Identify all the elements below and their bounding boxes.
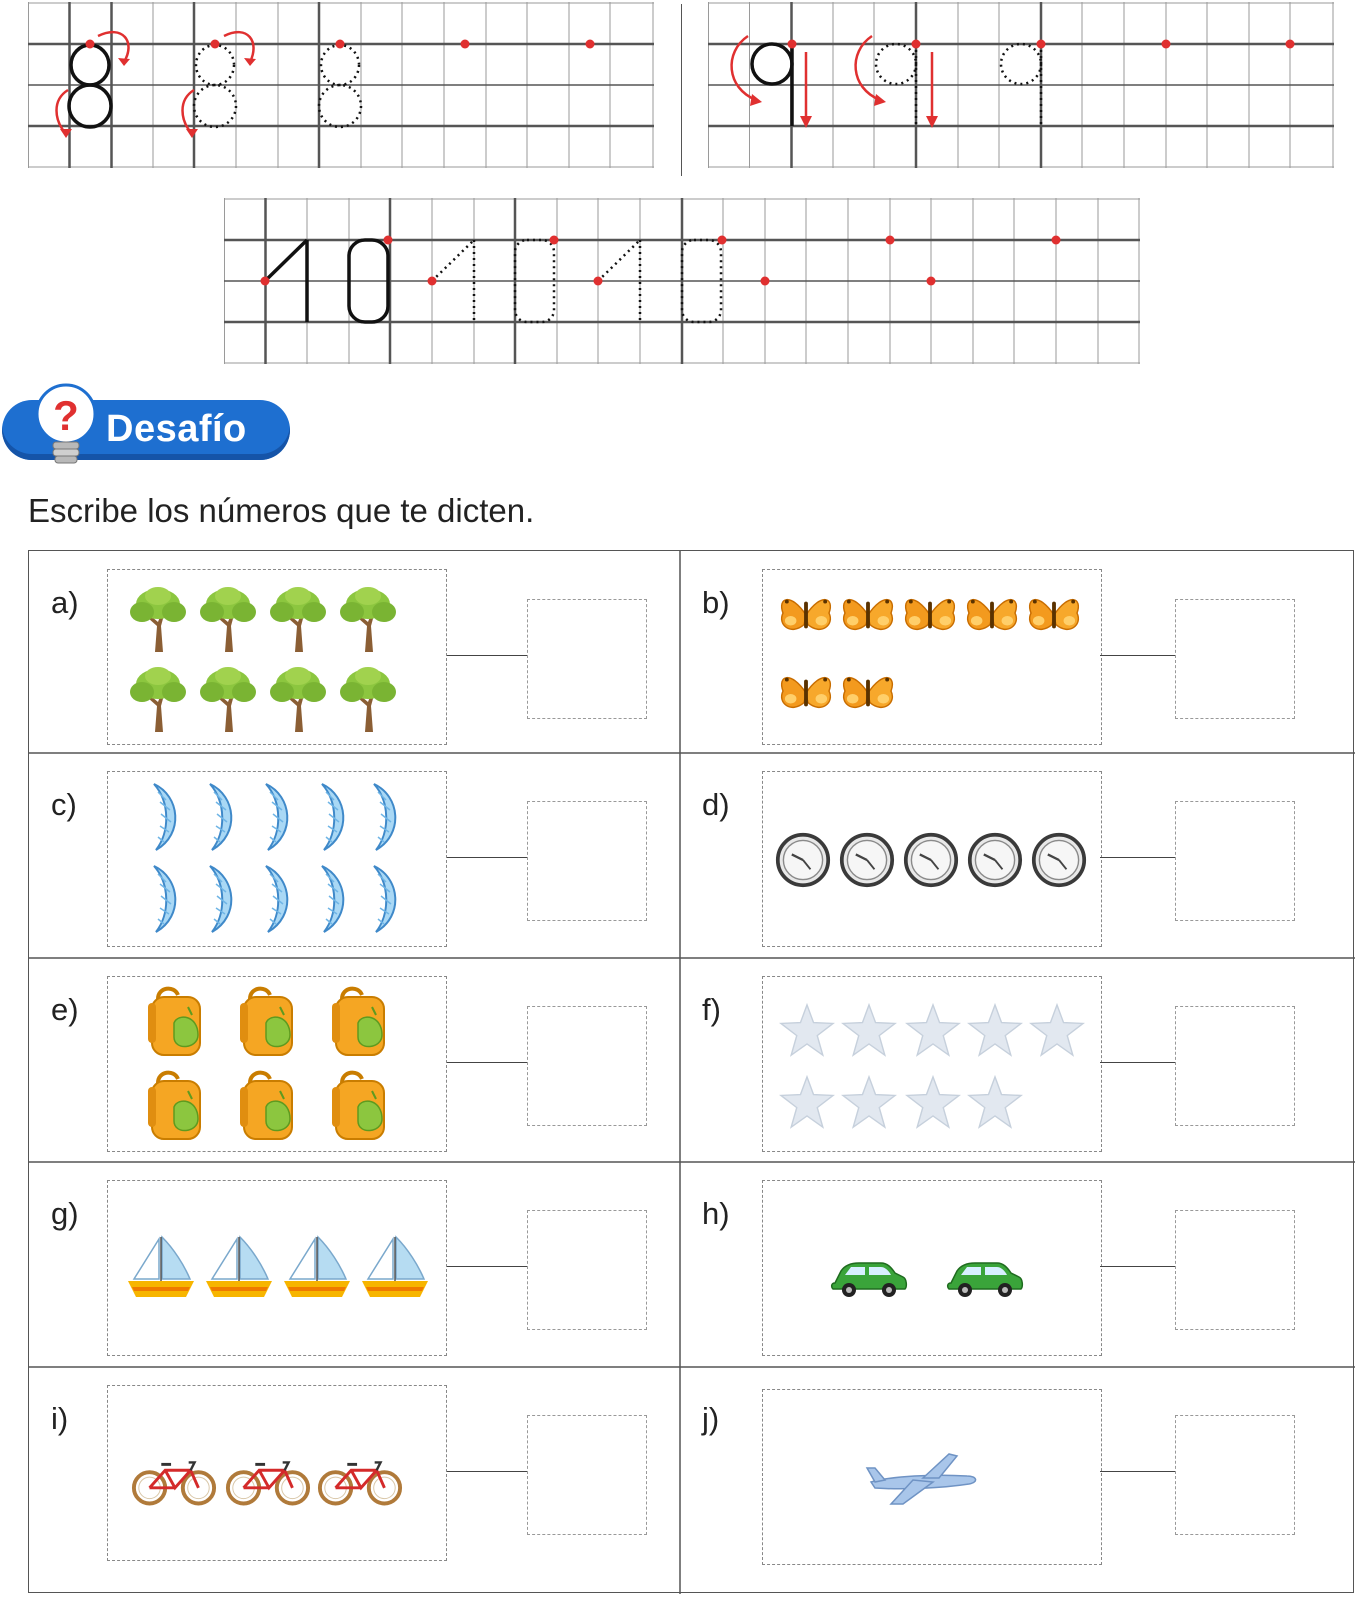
star-icon bbox=[907, 1005, 959, 1055]
connector-line bbox=[447, 1471, 527, 1472]
exercise-j bbox=[680, 1367, 1355, 1594]
answer-box-d[interactable] bbox=[1175, 801, 1295, 921]
clock-icon bbox=[906, 835, 956, 885]
exercise-c bbox=[29, 753, 680, 958]
picture-box bbox=[762, 1389, 1102, 1565]
exercise-b bbox=[680, 551, 1355, 753]
tree-icon bbox=[340, 587, 396, 652]
moon-icon bbox=[374, 784, 395, 850]
star-icon bbox=[969, 1077, 1021, 1127]
clock-icon bbox=[1034, 835, 1084, 885]
clock-icon bbox=[970, 835, 1020, 885]
exercise-label: a) bbox=[51, 585, 79, 620]
connector-line bbox=[447, 655, 527, 656]
exercise-label: i) bbox=[51, 1401, 69, 1436]
connector-line bbox=[447, 1062, 527, 1063]
connector-line bbox=[447, 1266, 527, 1267]
sailboat-icon bbox=[206, 1237, 272, 1297]
star-icon bbox=[781, 1077, 833, 1127]
exercise-label: e) bbox=[51, 992, 79, 1027]
connector-line bbox=[1100, 1266, 1180, 1267]
connector-line bbox=[447, 857, 527, 858]
sailboat-icon bbox=[128, 1237, 194, 1297]
grid-divider bbox=[681, 4, 682, 176]
challenge-badge-label: Desafío bbox=[106, 408, 247, 450]
exercise-h bbox=[680, 1162, 1355, 1367]
tree-icon bbox=[130, 587, 186, 652]
moon-icon bbox=[154, 866, 175, 932]
connector-line bbox=[1100, 1471, 1180, 1472]
butterfly-icon bbox=[1030, 600, 1079, 630]
tracing-grid-ten bbox=[224, 198, 1140, 364]
butterfly-icon bbox=[906, 600, 955, 630]
tree-icon bbox=[340, 667, 396, 732]
picture-box bbox=[107, 1180, 447, 1356]
connector-line bbox=[1100, 655, 1180, 656]
tree-icon bbox=[270, 587, 326, 652]
tracing-grid-eight bbox=[28, 2, 654, 168]
answer-box-h[interactable] bbox=[1175, 1210, 1295, 1330]
connector-line bbox=[1100, 1062, 1180, 1063]
exercise-f bbox=[680, 958, 1355, 1162]
picture-box bbox=[107, 1385, 447, 1561]
picture-box bbox=[107, 569, 447, 745]
exercise-label: j) bbox=[702, 1401, 720, 1436]
exercise-label: c) bbox=[51, 787, 77, 822]
tracing-grid-nine bbox=[708, 2, 1334, 168]
tree-icon bbox=[200, 587, 256, 652]
star-icon bbox=[907, 1077, 959, 1127]
answer-box-i[interactable] bbox=[527, 1415, 647, 1535]
lightbulb-question-icon bbox=[32, 382, 104, 468]
butterfly-icon bbox=[968, 600, 1017, 630]
answer-box-f[interactable] bbox=[1175, 1006, 1295, 1126]
exercise-g bbox=[29, 1162, 680, 1367]
exercise-label: g) bbox=[51, 1196, 79, 1231]
sailboat-icon bbox=[284, 1237, 350, 1297]
sailboat-icon bbox=[362, 1237, 428, 1297]
backpack-icon bbox=[240, 989, 292, 1055]
backpack-icon bbox=[148, 989, 200, 1055]
tree-icon bbox=[200, 667, 256, 732]
picture-box bbox=[762, 1180, 1102, 1356]
clock-icon bbox=[778, 835, 828, 885]
moon-icon bbox=[210, 784, 231, 850]
picture-box bbox=[762, 569, 1102, 745]
exercise-table bbox=[28, 550, 1354, 1593]
answer-box-e[interactable] bbox=[527, 1006, 647, 1126]
moon-icon bbox=[322, 784, 343, 850]
tree-icon bbox=[130, 667, 186, 732]
picture-box bbox=[762, 771, 1102, 947]
picture-box bbox=[107, 771, 447, 947]
backpack-icon bbox=[240, 1073, 292, 1139]
moon-icon bbox=[154, 784, 175, 850]
challenge-badge bbox=[2, 394, 290, 458]
moon-icon bbox=[266, 866, 287, 932]
butterfly-icon bbox=[844, 678, 893, 708]
bicycle-icon bbox=[134, 1462, 214, 1503]
picture-box bbox=[762, 976, 1102, 1152]
butterfly-icon bbox=[782, 678, 831, 708]
star-icon bbox=[969, 1005, 1021, 1055]
star-icon bbox=[843, 1077, 895, 1127]
backpack-icon bbox=[332, 1073, 384, 1139]
star-icon bbox=[843, 1005, 895, 1055]
exercise-label: f) bbox=[702, 992, 721, 1027]
moon-icon bbox=[210, 866, 231, 932]
exercise-i bbox=[29, 1367, 680, 1594]
star-icon bbox=[781, 1005, 833, 1055]
picture-box bbox=[107, 976, 447, 1152]
answer-box-b[interactable] bbox=[1175, 599, 1295, 719]
answer-box-j[interactable] bbox=[1175, 1415, 1295, 1535]
moon-icon bbox=[374, 866, 395, 932]
backpack-icon bbox=[332, 989, 384, 1055]
exercise-e bbox=[29, 958, 680, 1162]
exercise-a bbox=[29, 551, 680, 753]
answer-box-g[interactable] bbox=[527, 1210, 647, 1330]
answer-box-c[interactable] bbox=[527, 801, 647, 921]
bicycle-icon bbox=[320, 1462, 400, 1503]
airplane-icon bbox=[867, 1454, 976, 1504]
moon-icon bbox=[322, 866, 343, 932]
bicycle-icon bbox=[228, 1462, 308, 1503]
butterfly-icon bbox=[782, 600, 831, 630]
exercise-d bbox=[680, 753, 1355, 958]
instruction-text: Escribe los números que te dicten. bbox=[28, 492, 535, 529]
clock-icon bbox=[842, 835, 892, 885]
moon-icon bbox=[266, 784, 287, 850]
answer-box-a[interactable] bbox=[527, 599, 647, 719]
exercise-label: h) bbox=[702, 1196, 730, 1231]
backpack-icon bbox=[148, 1073, 200, 1139]
car-icon bbox=[832, 1263, 907, 1297]
tree-icon bbox=[270, 667, 326, 732]
car-icon bbox=[948, 1263, 1023, 1297]
star-icon bbox=[1031, 1005, 1083, 1055]
exercise-label: b) bbox=[702, 585, 730, 620]
connector-line bbox=[1100, 857, 1180, 858]
exercise-label: d) bbox=[702, 787, 730, 822]
svg-text:?: ? bbox=[53, 392, 79, 439]
butterfly-icon bbox=[844, 600, 893, 630]
